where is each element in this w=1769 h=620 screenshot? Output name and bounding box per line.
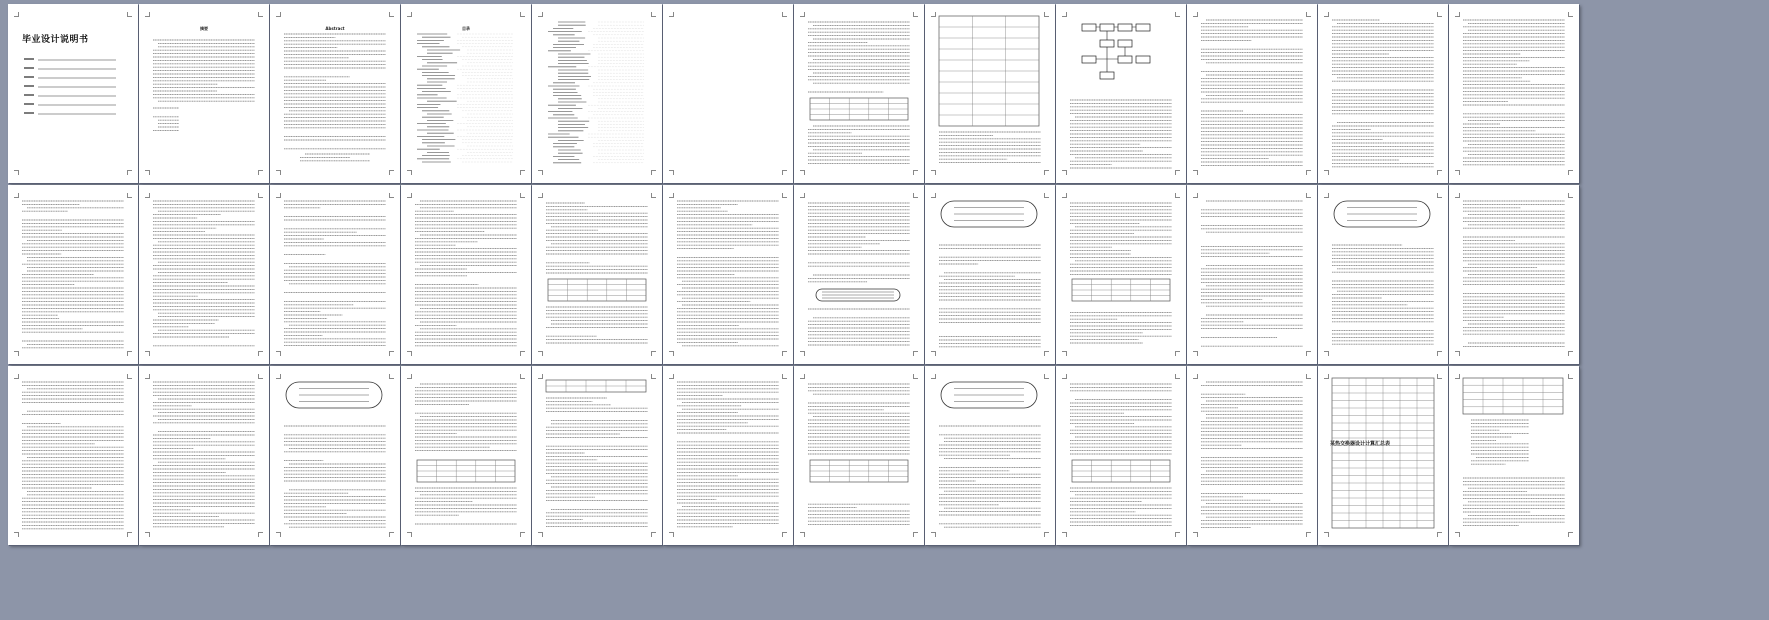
page-thumbnail[interactable]	[663, 366, 793, 545]
page-thumbnail[interactable]	[1449, 366, 1579, 545]
page-thumbnail[interactable]	[270, 4, 400, 183]
page-thumbnail[interactable]	[1449, 4, 1579, 183]
page-content-lines	[663, 185, 793, 364]
page-thumbnail[interactable]	[663, 4, 793, 183]
page-thumbnail[interactable]	[1187, 4, 1317, 183]
page-thumbnail[interactable]	[139, 185, 269, 364]
page-thumbnail[interactable]	[925, 4, 1055, 183]
page-thumbnail[interactable]	[139, 4, 269, 183]
page-thumbnail[interactable]	[532, 4, 662, 183]
page-thumbnail[interactable]	[1318, 366, 1448, 545]
page-content-lines	[925, 185, 1055, 364]
page-content-lines	[1056, 366, 1186, 545]
page-thumbnail[interactable]	[270, 366, 400, 545]
page-thumbnail[interactable]	[925, 185, 1055, 364]
page-content-lines	[8, 4, 138, 183]
toc-title: 目录	[462, 26, 470, 31]
page-content-lines	[139, 366, 269, 545]
page-content-lines	[1449, 366, 1579, 545]
page-thumbnail[interactable]	[1187, 185, 1317, 364]
page-thumbnail[interactable]	[401, 185, 531, 364]
page-content-lines	[794, 185, 924, 364]
page-content-lines	[925, 4, 1055, 183]
page-content-lines	[401, 4, 531, 183]
page-content-lines	[925, 366, 1055, 545]
page-thumbnail[interactable]	[663, 185, 793, 364]
page-thumbnail[interactable]	[1318, 4, 1448, 183]
page-content-lines	[139, 4, 269, 183]
abstract-title: 摘要	[200, 26, 208, 31]
abstract-en-title: Abstract	[325, 26, 345, 31]
page-content-lines	[270, 366, 400, 545]
cover-title: 毕业设计说明书	[22, 35, 89, 45]
page-content-lines	[270, 4, 400, 183]
page-thumbnail[interactable]	[794, 4, 924, 183]
page-content-lines	[401, 366, 531, 545]
page-content-lines	[1187, 185, 1317, 364]
page-content-lines	[532, 366, 662, 545]
page-content-lines	[8, 185, 138, 364]
page-thumbnail[interactable]	[401, 366, 531, 545]
page-content-lines	[8, 366, 138, 545]
page-thumbnail[interactable]	[794, 185, 924, 364]
page-content-lines	[270, 185, 400, 364]
page-thumbnail[interactable]	[1056, 185, 1186, 364]
page-thumbnail[interactable]	[794, 366, 924, 545]
page-thumbnail[interactable]	[401, 4, 531, 183]
page-thumbnail[interactable]	[532, 366, 662, 545]
page-thumbnail[interactable]	[1056, 366, 1186, 545]
page-content-lines	[1449, 4, 1579, 183]
page-content-lines	[1187, 4, 1317, 183]
page-content-lines	[794, 4, 924, 183]
page-thumbnail[interactable]	[8, 366, 138, 545]
page-content-lines	[794, 366, 924, 545]
page-content-lines	[532, 185, 662, 364]
page-content-lines	[1318, 4, 1448, 183]
page-content-lines	[1187, 366, 1317, 545]
page-thumbnail[interactable]	[1318, 185, 1448, 364]
page-content-lines	[1318, 366, 1448, 545]
page-content-lines	[401, 185, 531, 364]
page-content-lines	[1318, 185, 1448, 364]
page-content-lines	[1449, 185, 1579, 364]
page-thumbnail[interactable]	[532, 185, 662, 364]
page-thumbnail[interactable]	[1056, 4, 1186, 183]
big-table-title: 某热交换器设计计算汇总表	[1330, 441, 1391, 447]
page-thumbnail[interactable]	[8, 185, 138, 364]
page-thumbnail[interactable]	[1449, 185, 1579, 364]
page-content-lines	[139, 185, 269, 364]
page-thumbnail[interactable]	[1187, 366, 1317, 545]
page-content-lines	[532, 4, 662, 183]
page-thumbnail[interactable]	[925, 366, 1055, 545]
page-content-lines	[1056, 185, 1186, 364]
page-content-lines	[663, 366, 793, 545]
page-thumbnail[interactable]	[8, 4, 138, 183]
page-content-lines	[1056, 4, 1186, 183]
page-content-lines	[663, 4, 793, 183]
page-thumbnail[interactable]	[270, 185, 400, 364]
page-thumbnail[interactable]	[139, 366, 269, 545]
